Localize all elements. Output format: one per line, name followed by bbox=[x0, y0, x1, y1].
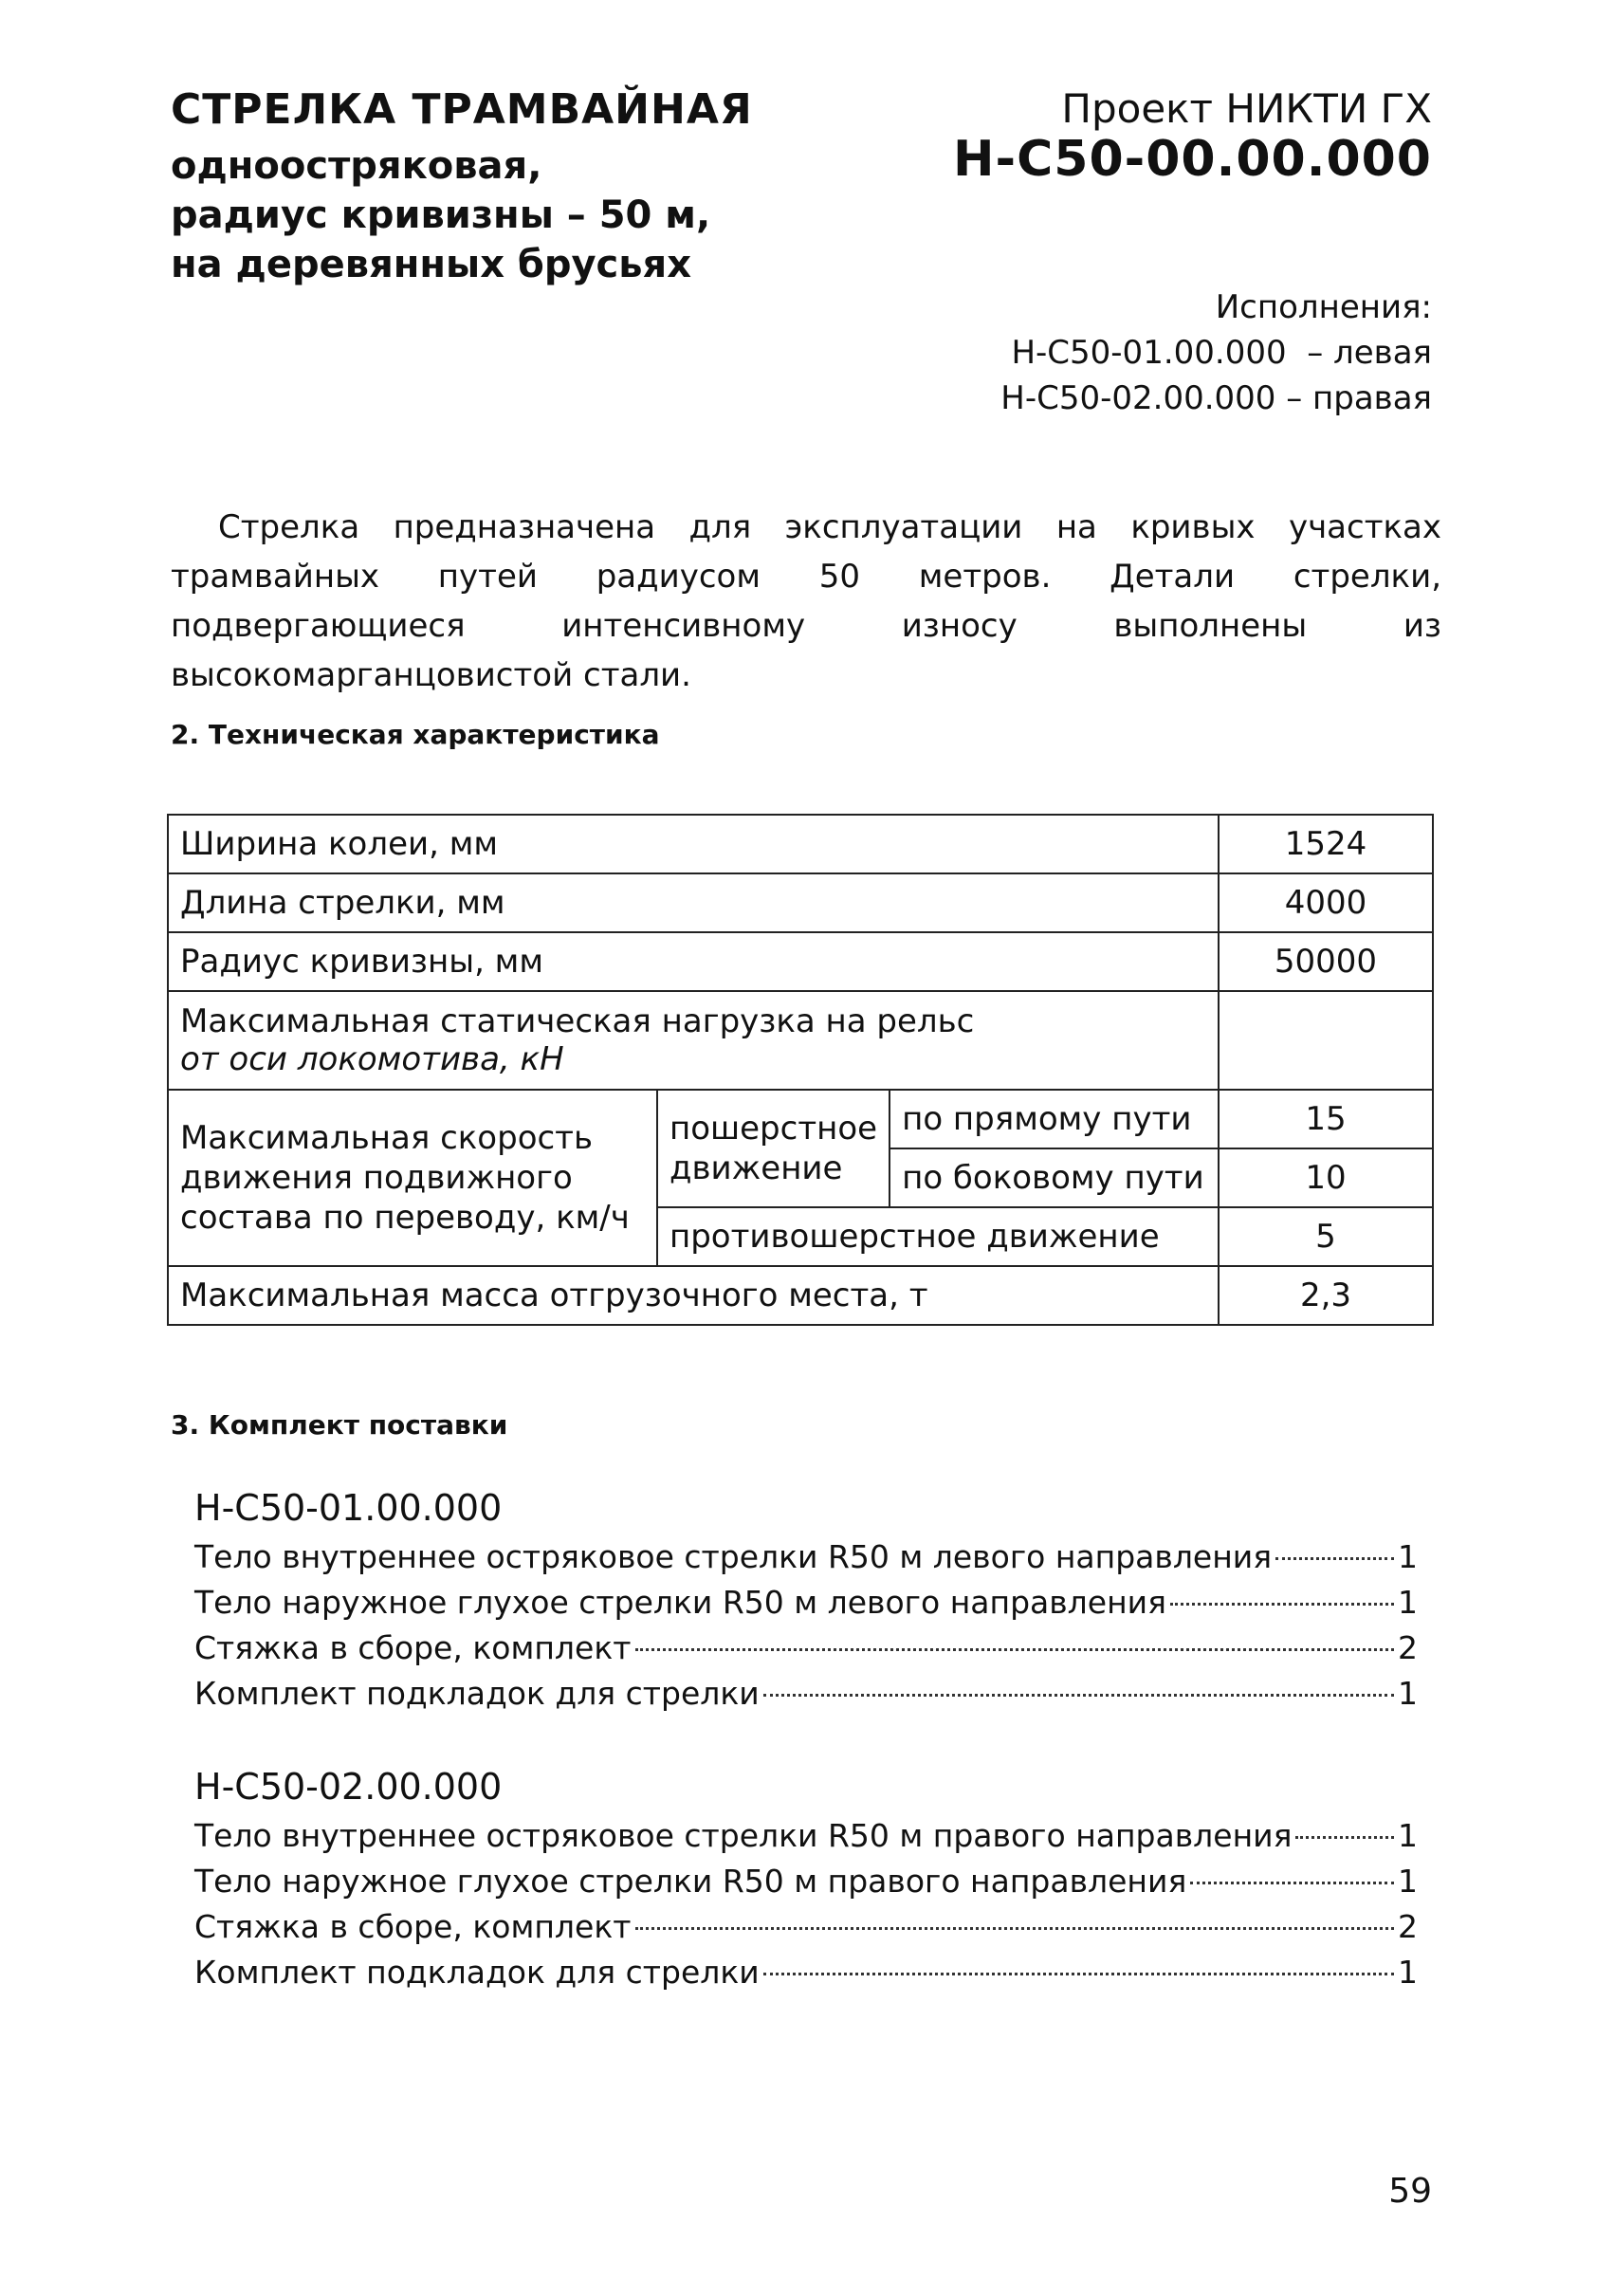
leader-dots bbox=[1170, 1603, 1394, 1606]
item-name: Стяжка в сборе, комплект bbox=[194, 1908, 632, 1945]
table-row bbox=[168, 873, 1433, 932]
item-qty: 1 bbox=[1398, 1817, 1418, 1854]
list-item bbox=[194, 1538, 1418, 1584]
subtitle-line-2: радиус кривизны – 50 м, bbox=[171, 193, 711, 237]
radius-value: 50000 bbox=[1219, 932, 1433, 991]
load-label-cell bbox=[168, 991, 1219, 1090]
table-row bbox=[168, 991, 1433, 1090]
variants-label: Исполнения: bbox=[1215, 288, 1432, 326]
leader-dots bbox=[1295, 1836, 1394, 1839]
straight-label: по прямому пути bbox=[890, 1090, 1219, 1148]
section-3-heading: 3. Комплект поставки bbox=[171, 1409, 508, 1441]
load-label: Максимальная статическая нагрузка на рельс bbox=[180, 1002, 975, 1040]
facing-value: 5 bbox=[1219, 1207, 1433, 1266]
list-item bbox=[194, 1908, 1418, 1954]
item-qty: 1 bbox=[1398, 1675, 1418, 1712]
item-name: Тело внутреннее остряковое стрелки R50 м правого направления bbox=[194, 1817, 1293, 1854]
intro-paragraph bbox=[171, 503, 1441, 700]
trailing-label: пошерстное движение bbox=[657, 1090, 890, 1207]
leader-dots bbox=[763, 1694, 1394, 1697]
variant-right: Н-С50-02.00.000 – правая bbox=[1000, 379, 1432, 417]
page-number: 59 bbox=[1388, 2172, 1432, 2211]
project-label: Проект НИКТИ ГХ bbox=[1061, 85, 1432, 132]
item-name: Тело наружное глухое стрелки R50 м левого направления bbox=[194, 1584, 1166, 1621]
facing-label: противошерстное движение bbox=[657, 1207, 1219, 1266]
kit-code: Н-С50-01.00.000 bbox=[194, 1487, 503, 1529]
item-qty: 1 bbox=[1398, 1863, 1418, 1900]
gauge-value: 1524 bbox=[1219, 815, 1433, 873]
item-qty: 1 bbox=[1398, 1954, 1418, 1991]
table-row bbox=[168, 815, 1433, 873]
length-value: 4000 bbox=[1219, 873, 1433, 932]
kit-right bbox=[194, 1766, 1418, 1999]
project-code: Н-С50-00.00.000 bbox=[953, 131, 1432, 188]
list-item bbox=[194, 1629, 1418, 1675]
leader-dots bbox=[635, 1648, 1395, 1651]
radius-label: Радиус кривизны, мм bbox=[168, 932, 1219, 991]
side-value: 10 bbox=[1219, 1148, 1433, 1207]
list-item bbox=[194, 1863, 1418, 1908]
leader-dots bbox=[763, 1973, 1394, 1975]
variants-block bbox=[1000, 285, 1432, 421]
list-item bbox=[194, 1675, 1418, 1720]
load-label-italic: от оси локомотива, кН bbox=[180, 1040, 564, 1078]
subtitle-line-1: одноостряковая, bbox=[171, 144, 542, 188]
gauge-label: Ширина колеи, мм bbox=[168, 815, 1219, 873]
kit-code: Н-С50-02.00.000 bbox=[194, 1766, 503, 1808]
list-item bbox=[194, 1584, 1418, 1629]
leader-dots bbox=[1190, 1882, 1394, 1884]
item-qty: 2 bbox=[1398, 1908, 1418, 1945]
mass-value: 2,3 bbox=[1219, 1266, 1433, 1325]
kit-left bbox=[194, 1487, 1418, 1720]
item-name: Тело наружное глухое стрелки R50 м правого направления bbox=[194, 1863, 1187, 1900]
side-label: по боковому пути bbox=[890, 1148, 1219, 1207]
variant-left: Н-С50-01.00.000 – левая bbox=[1011, 334, 1432, 372]
table-row bbox=[168, 1090, 1433, 1148]
item-qty: 1 bbox=[1398, 1584, 1418, 1621]
leader-dots bbox=[1275, 1557, 1394, 1560]
spec-table bbox=[167, 814, 1434, 1326]
page-title: СТРЕЛКА ТРАМВАЙНАЯ bbox=[171, 85, 753, 134]
item-name: Стяжка в сборе, комплект bbox=[194, 1629, 632, 1666]
mass-label: Максимальная масса отгрузочного места, т bbox=[168, 1266, 1219, 1325]
leader-dots bbox=[635, 1927, 1395, 1930]
load-value bbox=[1219, 991, 1433, 1090]
speed-label: Максимальная скорость движения подвижного состава по переводу, км/ч bbox=[168, 1090, 657, 1266]
item-name: Комплект подкладок для стрелки bbox=[194, 1675, 760, 1712]
item-name: Комплект подкладок для стрелки bbox=[194, 1954, 760, 1991]
table-row bbox=[168, 932, 1433, 991]
subtitle-line-3: на деревянных брусьях bbox=[171, 243, 692, 286]
item-name: Тело внутреннее остряковое стрелки R50 м левого направления bbox=[194, 1538, 1273, 1575]
item-qty: 1 bbox=[1398, 1538, 1418, 1575]
list-item bbox=[194, 1817, 1418, 1863]
straight-value: 15 bbox=[1219, 1090, 1433, 1148]
table-row bbox=[168, 1266, 1433, 1325]
item-qty: 2 bbox=[1398, 1629, 1418, 1666]
list-item bbox=[194, 1954, 1418, 1999]
length-label: Длина стрелки, мм bbox=[168, 873, 1219, 932]
intro-text: Стрелка предназначена для эксплуатации на кривых участках трамвайных путей радиусом 50 метров. Детали стрелки, подвергающиеся интенсивному износу выполнены из высокомарганцовистой стали. bbox=[171, 508, 1441, 694]
section-2-heading: 2. Техническая характеристика bbox=[171, 719, 660, 750]
